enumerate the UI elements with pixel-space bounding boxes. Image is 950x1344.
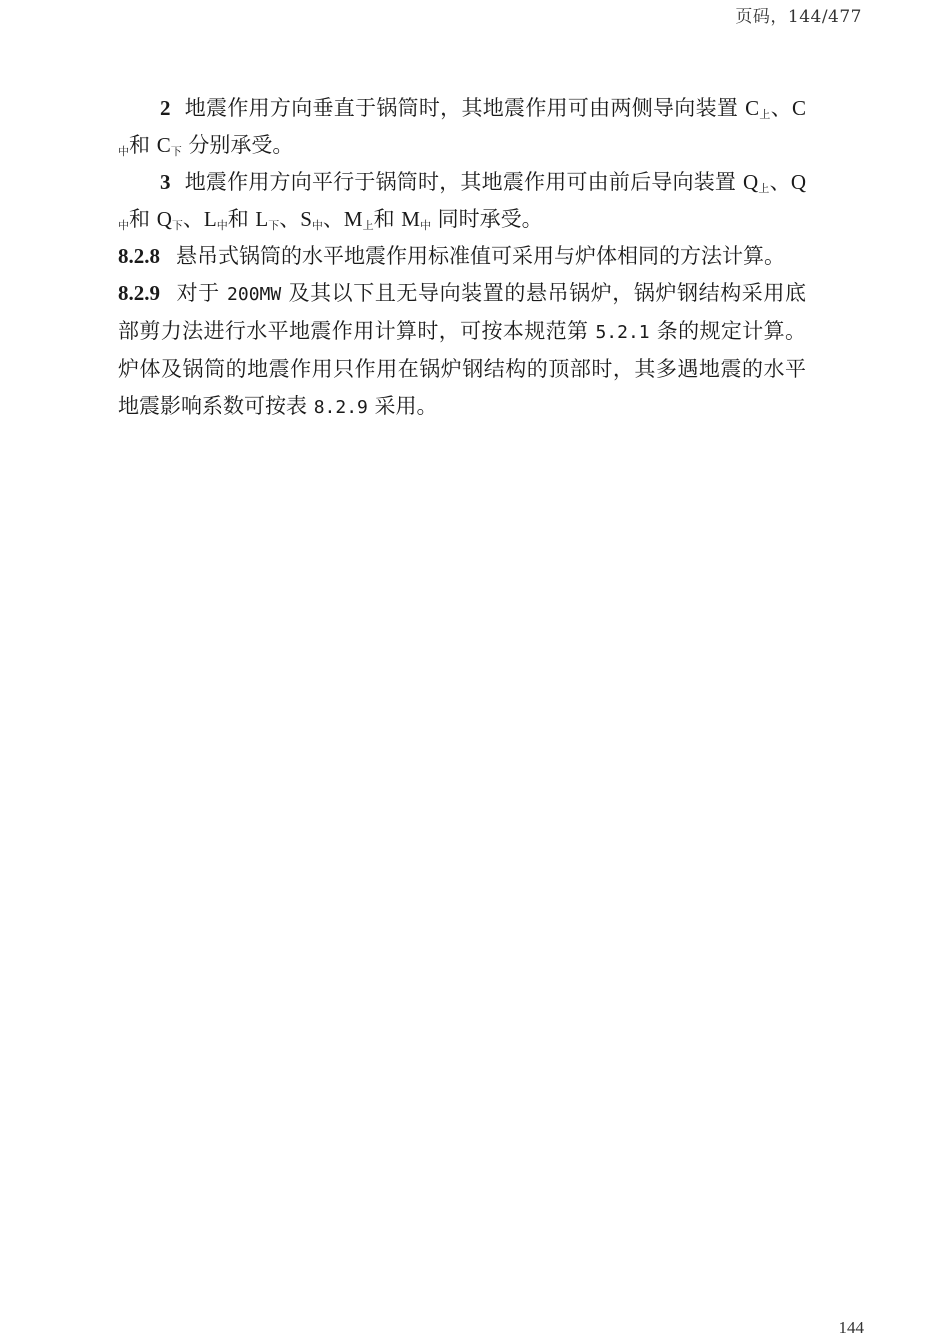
symbol-q-lower: $Q_下$ — [156, 207, 183, 232]
section-reference: 5.2.1 — [595, 322, 650, 343]
item-number: 2 — [160, 96, 171, 120]
clause-8-2-9: 8.2.9 对于 200MW 及其以下且无导向装置的悬吊锅炉，锅炉钢结构采用底部剪力法进行水平地震作用计算时，可按本规范第 5.2.1 条的规定计算。炉体及锅筒的地震作用只作用在锅炉钢结构的顶部时，其多遇地震的水平地震影响系数可按表 8.2.9 采用。 — [118, 281, 806, 418]
item-text-end: 同时承受。 — [430, 207, 543, 231]
item-number: 3 — [160, 170, 171, 194]
symbol-c-lower: $C_下$ — [156, 133, 182, 158]
item-text-end: 分别承受。 — [181, 133, 294, 157]
page-counter: 页码，144/477 — [735, 7, 862, 27]
clause-number: 8.2.8 — [118, 244, 160, 268]
symbol-q-middle: $Q_中$ — [118, 170, 806, 232]
symbol-c-middle: $C_中$ — [118, 96, 807, 158]
clause-8-2-8 — [118, 238, 806, 275]
item-text: 地震作用方向垂直于锅筒时，其地震作用可由两侧导向装置 — [184, 96, 746, 120]
table-reference: 8.2.9 — [313, 397, 368, 418]
symbol-c-upper: $C_上$ — [745, 96, 771, 121]
page-number: 144 — [838, 1318, 864, 1337]
clause-text: 对于 — [176, 281, 228, 305]
clause-number: 8.2.9 — [118, 281, 160, 305]
symbol-l-middle: $L_中$ — [203, 207, 228, 232]
clause-text: 悬吊式锅筒的水平地震作用标准值可采用与炉体相同的方法计算。 — [176, 244, 785, 268]
item-2-paragraph: 2 地震作用方向垂直于锅筒时，其地震作用可由两侧导向装置 $C_上$、$C_中$和 $C_下$ 分别承受。 — [118, 96, 807, 158]
item-3-paragraph: 3 地震作用方向平行于锅筒时，其地震作用可由前后导向装置 $Q_上$、$Q_中$和 $Q_下$、$L_中$和 $L_下$、$S_中$、$M_上$和 $M_中$ 同时承受。 — [118, 170, 806, 232]
symbol-m-upper: $M_上$ — [343, 207, 374, 232]
symbol-l-lower: $L_下$ — [255, 207, 280, 232]
capacity-value: 200MW — [227, 284, 282, 305]
document-body — [118, 90, 806, 426]
item-text: 地震作用方向平行于锅筒时，其地震作用可由前后导向装置 — [184, 170, 744, 194]
symbol-q-upper: $Q_上$ — [743, 170, 770, 195]
symbol-s-middle: $S_中$ — [300, 207, 323, 232]
symbol-m-middle: $M_中$ — [401, 207, 431, 232]
